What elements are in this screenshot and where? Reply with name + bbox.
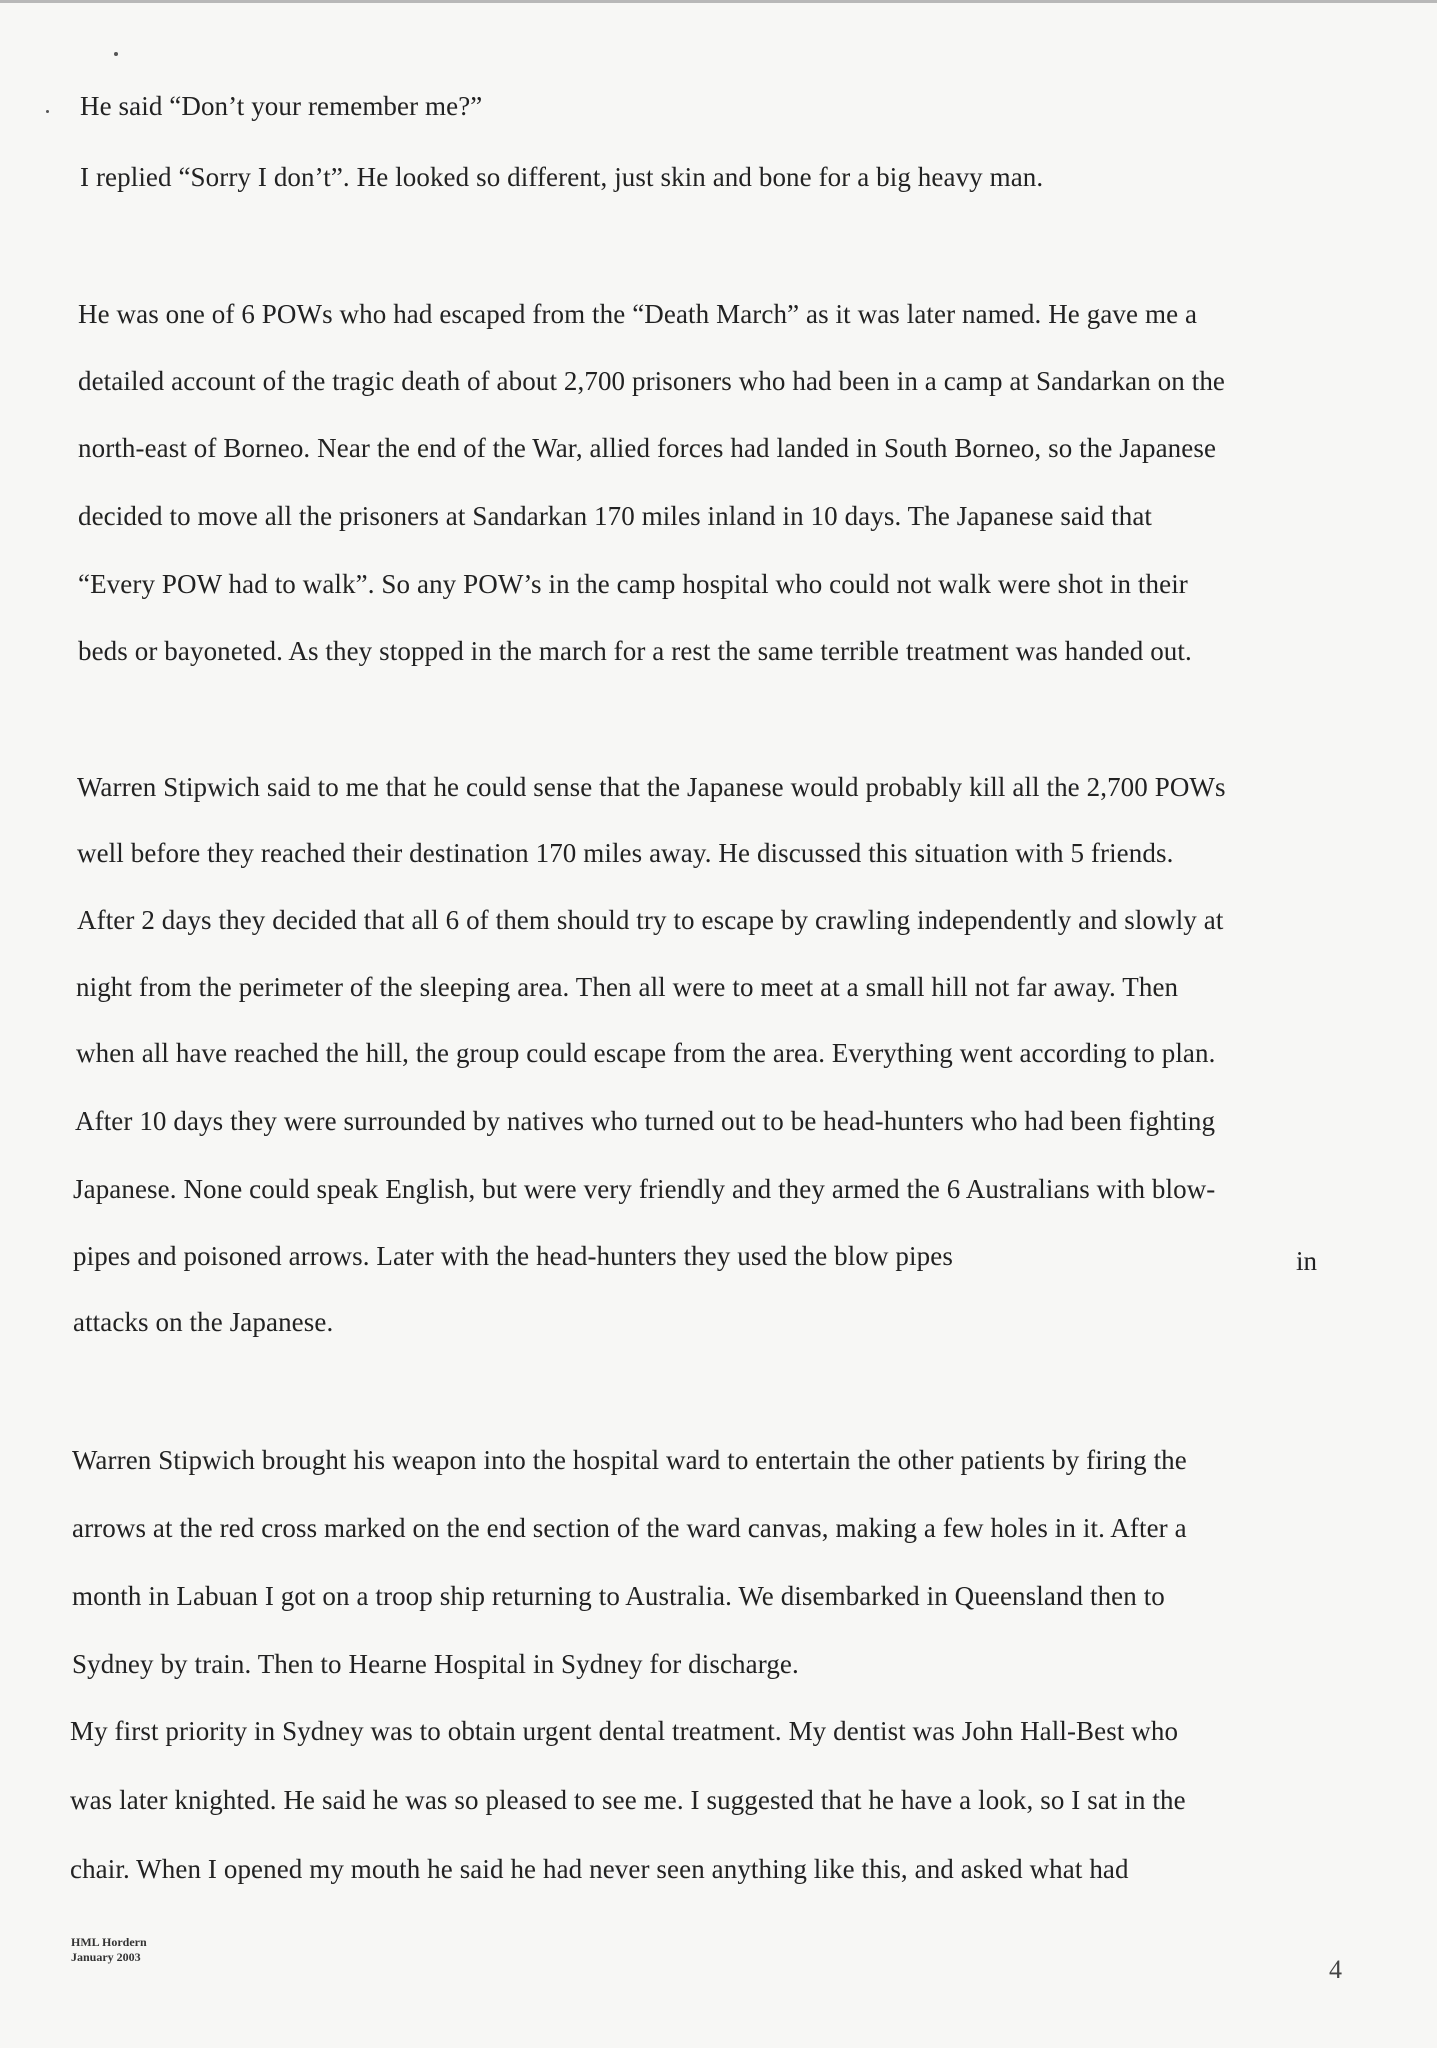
page-number: 4 bbox=[1329, 1955, 1342, 1984]
text-line: decided to move all the prisoners at Sandarkan 170 miles inland in 10 days. The Japanese said that bbox=[78, 501, 1153, 531]
text-line: Warren Stipwich said to me that he could sense that the Japanese would probably kill all the 2,700 POWs bbox=[77, 772, 1226, 802]
footer-author: HML Hordern bbox=[71, 1935, 147, 1949]
text-line: arrows at the red cross marked on the end section of the ward canvas, making a few holes in it. After a bbox=[72, 1513, 1187, 1543]
text-line: Sydney by train. Then to Hearne Hospital in Sydney for discharge. bbox=[72, 1649, 799, 1679]
text-line: I replied “Sorry I don’t”. He looked so different, just skin and bone for a big heavy man. bbox=[80, 162, 1044, 192]
text-line: pipes and poisoned arrows. Later with the head-hunters they used the blow pipes bbox=[73, 1241, 953, 1271]
text-line: when all have reached the hill, the group could escape from the area. Everything went according to plan. bbox=[76, 1038, 1216, 1068]
text-line: After 2 days they decided that all 6 of them should try to escape by crawling independently and slowly at bbox=[77, 905, 1224, 935]
line-end-fragment: in bbox=[1296, 1246, 1318, 1276]
footer-date: January 2003 bbox=[71, 1950, 141, 1964]
text-line: Warren Stipwich brought his weapon into the hospital ward to entertain the other patients by firing the bbox=[72, 1445, 1187, 1475]
text-line: night from the perimeter of the sleeping area. Then all were to meet at a small hill not far away. Then bbox=[76, 972, 1179, 1002]
text-line: beds or bayoneted. As they stopped in the march for a rest the same terrible treatment was handed out. bbox=[78, 636, 1192, 666]
text-line: My first priority in Sydney was to obtain urgent dental treatment. My dentist was John Hall-Best who bbox=[70, 1716, 1179, 1746]
text-line: chair. When I opened my mouth he said he had never seen anything like this, and asked what had bbox=[70, 1854, 1129, 1884]
text-line: well before they reached their destination 170 miles away. He discussed this situation with 5 friends. bbox=[77, 838, 1174, 868]
scan-speck bbox=[46, 110, 49, 113]
text-line: attacks on the Japanese. bbox=[73, 1307, 334, 1337]
top-edge-rule bbox=[0, 0, 1437, 3]
text-line: “Every POW had to walk”. So any POW’s in the camp hospital who could not walk were shot in their bbox=[78, 569, 1188, 599]
text-line: detailed account of the tragic death of about 2,700 prisoners who had been in a camp at Sandarkan on the bbox=[78, 366, 1226, 396]
text-line: month in Labuan I got on a troop ship returning to Australia. We disembarked in Queensland then to bbox=[72, 1581, 1165, 1611]
text-line: After 10 days they were surrounded by natives who turned out to be head-hunters who had been fighting bbox=[75, 1106, 1216, 1136]
scan-speck bbox=[114, 52, 118, 56]
text-line: He was one of 6 POWs who had escaped from the “Death March” as it was later named. He gave me a bbox=[78, 299, 1198, 329]
text-line: He said “Don’t your remember me?” bbox=[80, 91, 483, 121]
text-line: was later knighted. He said he was so pleased to see me. I suggested that he have a look, so I sat in the bbox=[70, 1785, 1186, 1815]
text-line: north-east of Borneo. Near the end of the War, allied forces had landed in South Borneo, so the Japanese bbox=[78, 433, 1217, 463]
text-line: Japanese. None could speak English, but were very friendly and they armed the 6 Australians with blow- bbox=[73, 1174, 1216, 1204]
